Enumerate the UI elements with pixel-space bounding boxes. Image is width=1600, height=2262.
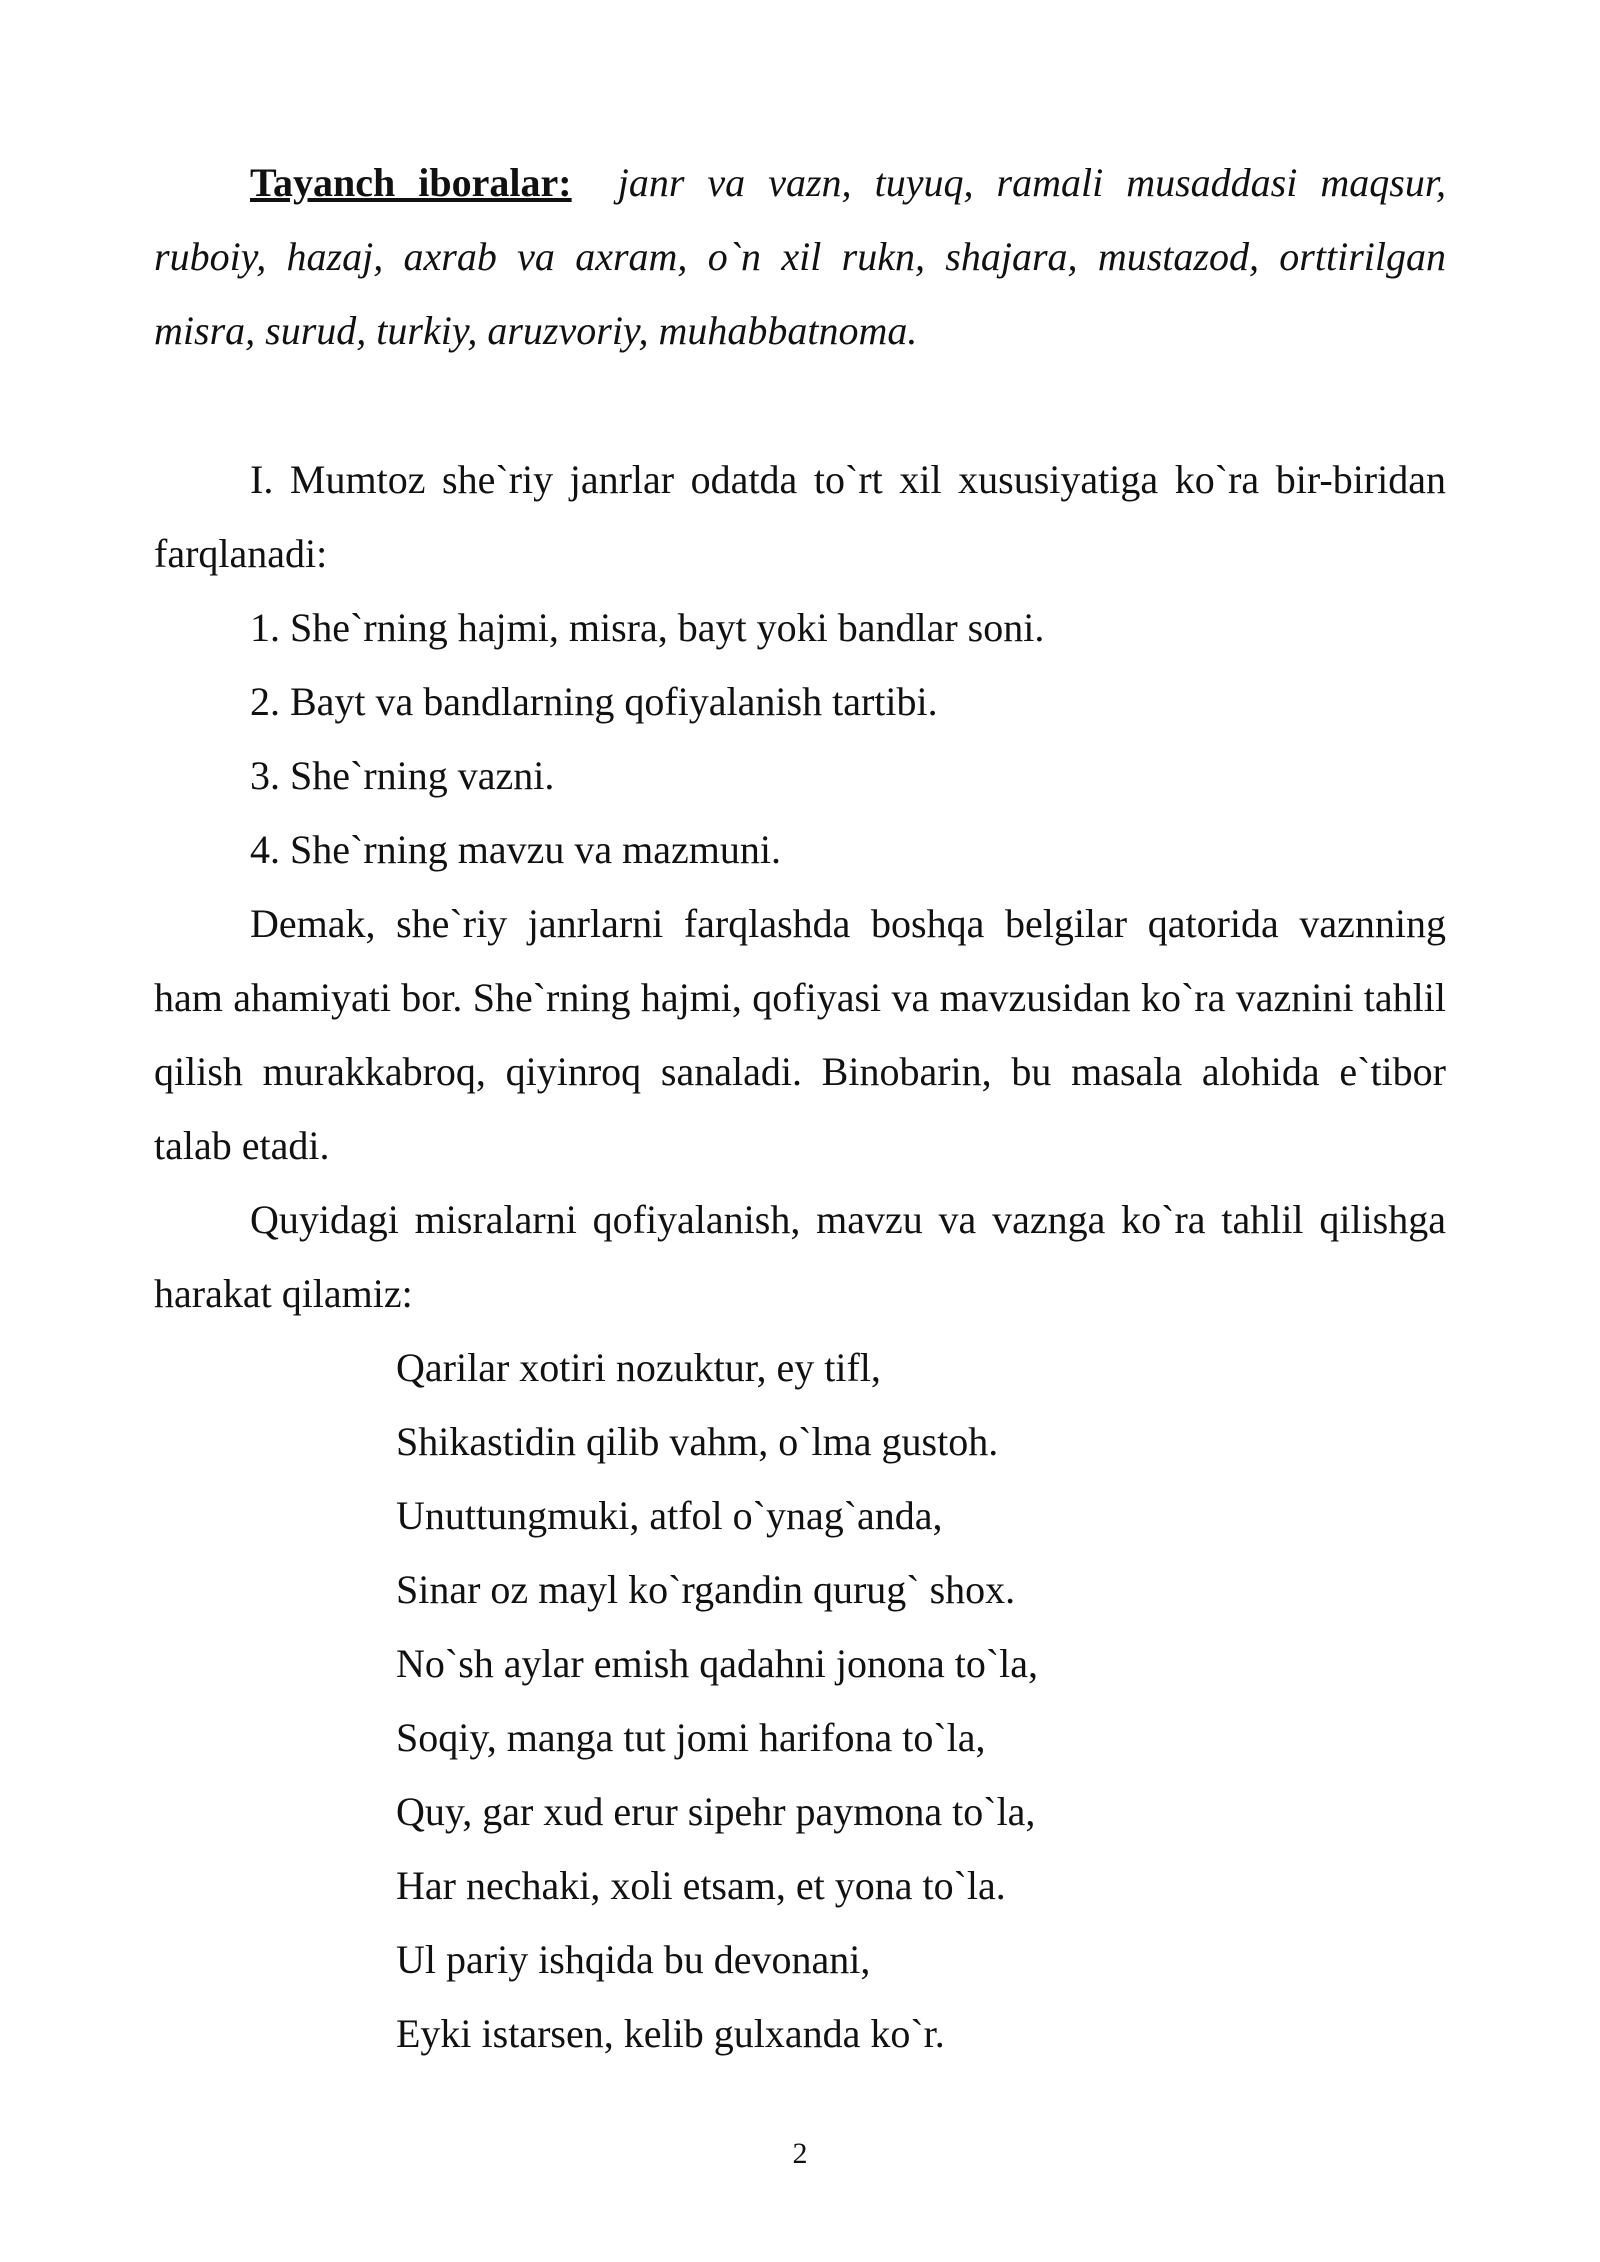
poem-line: Quy, gar xud erur sipehr paymona to`la, — [396, 1789, 1036, 1834]
list-item: 3. She`rning vazni. — [250, 753, 555, 798]
keywords-text: janr va vazn, tuyuq, ramali musaddasi maqsur, ruboiy, hazaj, axrab va axram, o`n xil rukn, shajara, mustazod, orttirilgan misra, surud, turkiy, aruzvoriy, muhabbatnoma. — [154, 160, 1446, 353]
poem-line: Har nechaki, xoli etsam, et yona to`la. — [396, 1863, 1006, 1908]
demak-paragraph: Demak, she`riy janrlarni farqlashda boshqa belgilar qatorida vaznning ham ahamiyati bor. She`rning hajmi, qofiyasi va mavzusidan ko`ra vaznini tahlil qilish murakkabroq, qiyinroq sanaladi. Binobarin, bu masala alohida e`tibor talab etadi. — [154, 901, 1446, 1168]
list-item: 4. She`rning mavzu va mazmuni. — [250, 827, 781, 872]
poem-line: Sinar oz mayl ko`rgandin qurug` shox. — [396, 1567, 1016, 1612]
intro-paragraph: I. Mumtoz she`riy janrlar odatda to`rt xil xususiyatiga ko`ra bir-biridan farqlanadi: — [154, 457, 1446, 576]
list-item: 1. She`rning hajmi, misra, bayt yoki bandlar soni. — [250, 605, 1045, 650]
quyidagi-paragraph: Quyidagi misralarni qofiyalanish, mavzu va vaznga ko`ra tahlil qilishga harakat qilamiz: — [154, 1197, 1446, 1316]
poem-line: Ul pariy ishqida bu devonani, — [396, 1937, 871, 1982]
poem-line: Unuttungmuki, atfol o`ynag`anda, — [396, 1493, 943, 1538]
page-number: 2 — [792, 2137, 808, 2170]
keywords-paragraph — [154, 146, 1446, 368]
poem-line: Qarilar xotiri nozuktur, ey tifl, — [396, 1345, 881, 1390]
poem-block — [396, 1331, 1038, 2071]
keywords-label: Tayanch iboralar: — [250, 160, 572, 205]
poem-line: Shikastidin qilib vahm, o`lma gustoh. — [396, 1419, 999, 1464]
list-item: 2. Bayt va bandlarning qofiyalanish tartibi. — [250, 679, 938, 724]
poem-line: Soqiy, manga tut jomi harifona to`la, — [396, 1715, 986, 1760]
document-page — [154, 0, 1446, 2262]
poem-line: No`sh aylar emish qadahni jonona to`la, — [396, 1641, 1039, 1686]
poem-line: Eyki istarsen, kelib gulxanda ko`r. — [396, 2011, 945, 2056]
features-list — [250, 591, 1446, 887]
